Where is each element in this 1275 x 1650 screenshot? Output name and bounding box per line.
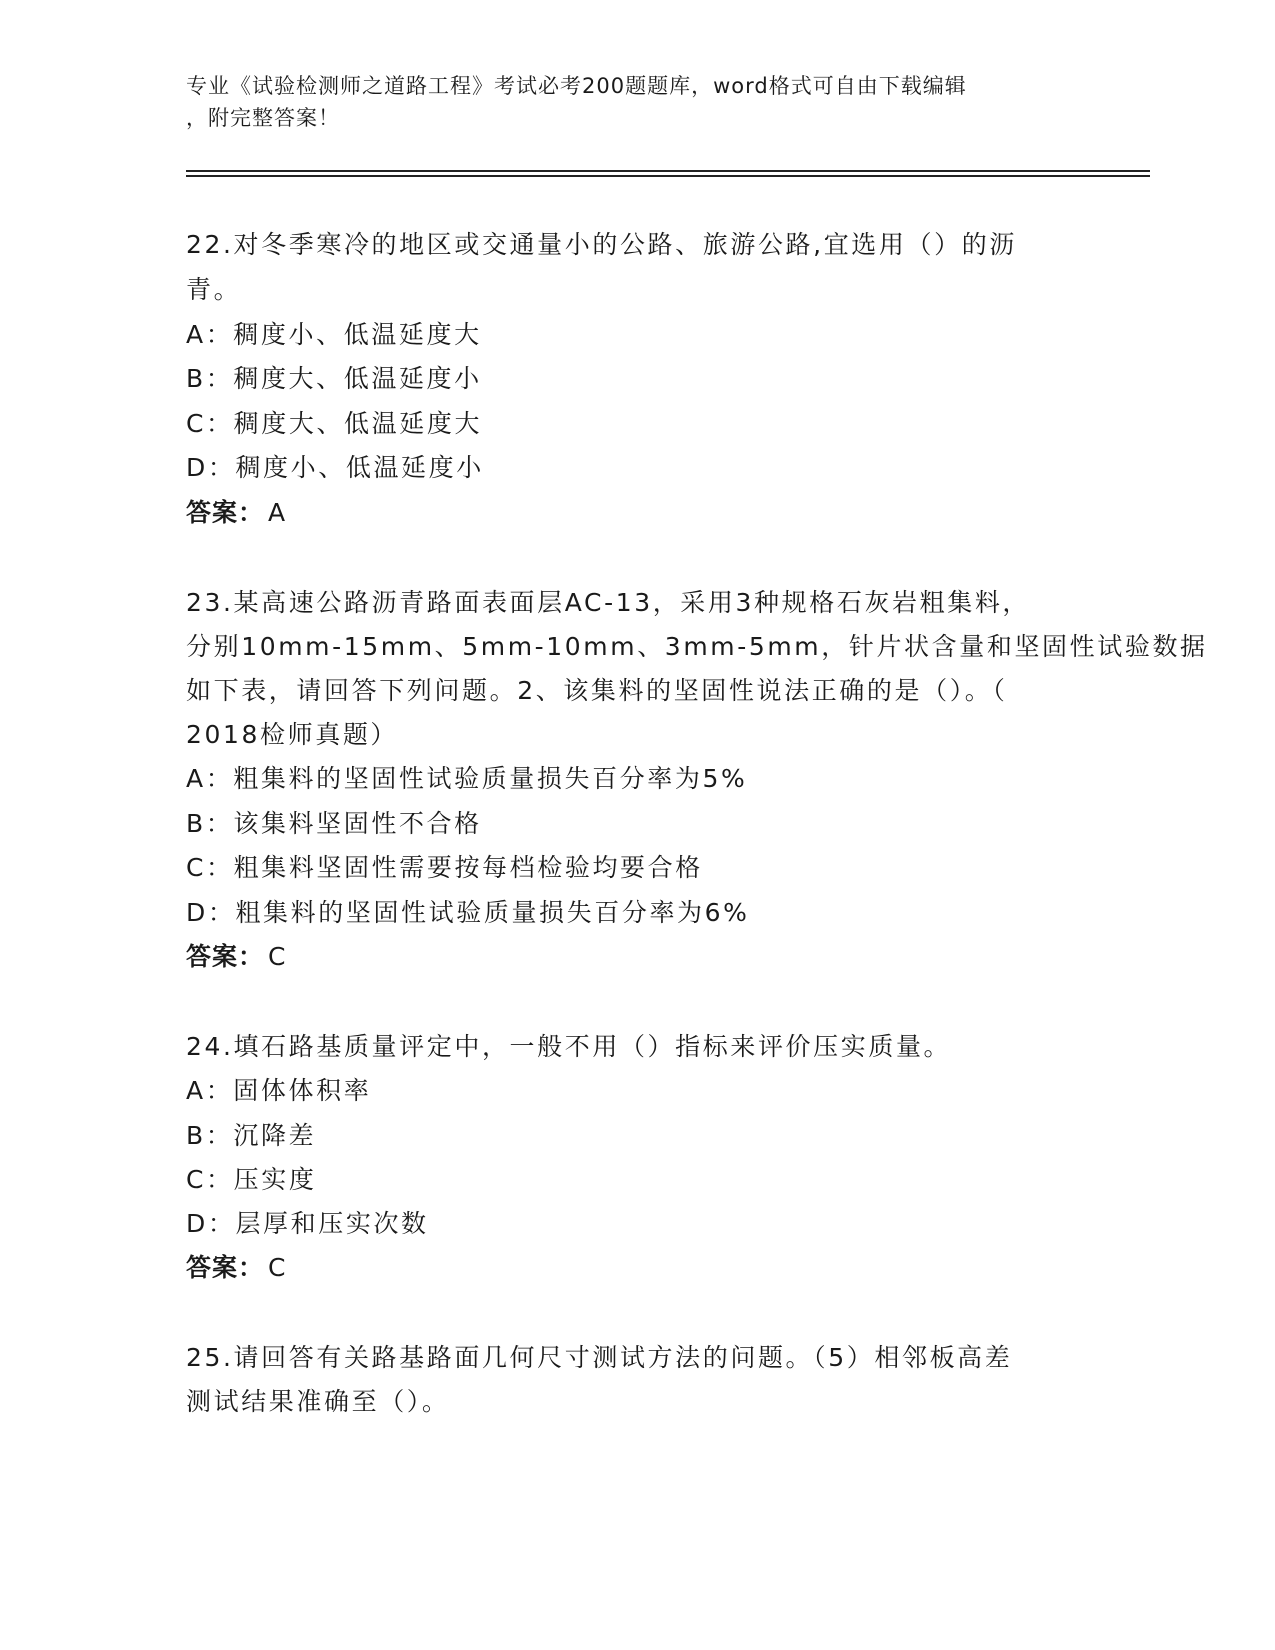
question-22-option-a: A：稠度小、低温延度大: [186, 320, 482, 349]
question-22-answer: [186, 491, 286, 535]
answer-label: 答案：: [186, 1253, 265, 1282]
question-24-text-line-1: 24.填石路基质量评定中，一般不用（）指标来评价压实质量。: [186, 1032, 952, 1061]
question-22-option-c: C：稠度大、低温延度大: [186, 409, 483, 438]
question-23-text-line-3: 如下表，请回答下列问题。2、该集料的坚固性说法正确的是（）。（: [186, 676, 1008, 705]
answer-value: C: [268, 1253, 287, 1282]
header-title-line-2: ，附完整答案！: [186, 106, 340, 130]
question-23-option-a: A：粗集料的坚固性试验质量损失百分率为5%: [186, 764, 748, 793]
header-divider-bottom: [186, 175, 1150, 177]
question-22-option-b: B：稠度大、低温延度小: [186, 364, 482, 393]
answer-value: A: [268, 498, 287, 527]
answer-value: C: [268, 942, 287, 971]
header-title-line-1: 专业《试验检测师之道路工程》考试必考200题题库，word格式可自由下载编辑: [186, 74, 967, 98]
header-divider-top: [186, 170, 1150, 172]
question-23-text-line-4: 2018检师真题）: [186, 720, 399, 749]
question-22-text-line-1: 22.对冬季寒冷的地区或交通量小的公路、旅游公路,宜选用（）的沥: [186, 230, 1017, 259]
answer-label: 答案：: [186, 942, 265, 971]
question-24-option-b: B：沉降差: [186, 1121, 317, 1150]
question-24-answer: [186, 1246, 286, 1290]
question-22-option-d: D：稠度小、低温延度小: [186, 453, 484, 482]
question-25-text-line-2: 测试结果准确至（）。: [186, 1387, 450, 1416]
question-24-option-d: D：层厚和压实次数: [186, 1209, 429, 1238]
question-23-option-d: D：粗集料的坚固性试验质量损失百分率为6%: [186, 898, 750, 927]
question-22-text-line-2: 青。: [186, 275, 242, 304]
question-23-text-line-2: 分别10mm-15mm、5mm-10mm、3mm-5mm，针片状含量和坚固性试验数据: [186, 632, 1208, 661]
question-23-option-b: B：该集料坚固性不合格: [186, 809, 482, 838]
question-25-text-line-1: 25.请回答有关路基路面几何尺寸测试方法的问题。（5）相邻板高差: [186, 1343, 1013, 1372]
question-23-answer: [186, 935, 286, 979]
question-24-option-a: A：固体体积率: [186, 1076, 372, 1105]
answer-label: 答案：: [186, 498, 265, 527]
question-23-text-line-1: 23.某高速公路沥青路面表面层AC-13，采用3种规格石灰岩粗集料，: [186, 588, 1031, 617]
question-23-option-c: C：粗集料坚固性需要按每档检验均要合格: [186, 853, 703, 882]
question-24-option-c: C：压实度: [186, 1165, 317, 1194]
